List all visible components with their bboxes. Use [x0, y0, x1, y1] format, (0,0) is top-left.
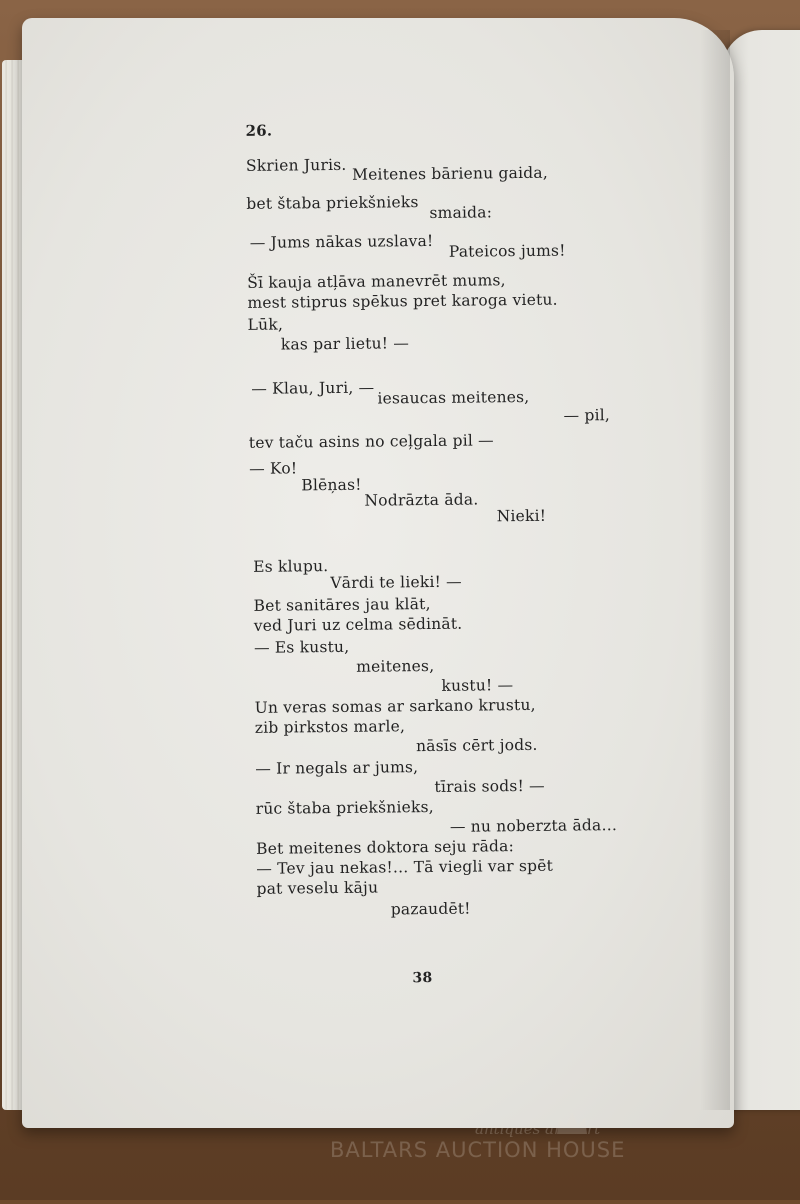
poem-line: Lūk, [247, 315, 284, 334]
poem-line: Nieki! [496, 506, 547, 526]
auction-watermark [330, 1120, 730, 1180]
poem-line: ved Juri uz celma sēdināt. [253, 614, 463, 635]
poem-line: kas par lietu! — [280, 334, 410, 354]
poem-line: Meitenes bārienu gaida, [351, 163, 549, 184]
poem-line: Bet sanitāres jau klāt, [253, 594, 431, 615]
watermark-subtitle: antiques and art [475, 1120, 601, 1138]
page-number: 38 [412, 969, 433, 987]
poem-line: kustu! — [441, 676, 514, 695]
poem-line: rūc štaba priekšnieks, [255, 797, 434, 818]
poem-line: bet štaba priekšnieks [246, 193, 419, 213]
poem-line: Skrien Juris. [245, 155, 347, 175]
poem-line: — nu noberzta āda… [449, 816, 618, 836]
poem-line: Šī kauja atļāva manevrēt mums, [247, 271, 506, 292]
poem-line: Pateicos jums! [448, 241, 566, 261]
poem-line: — pil, [563, 406, 611, 425]
poem-line: Vārdi te lieki! — [330, 572, 462, 593]
poem-line: smaida: [429, 203, 493, 222]
poem-line: — Ko! [249, 459, 298, 478]
poem-line: zib pirkstos marle, [254, 717, 406, 737]
watermark-title: BALTARS AUCTION HOUSE [330, 1138, 626, 1162]
poem-line: iesaucas meitenes, [377, 387, 530, 408]
poem-line: — Es kustu, [253, 637, 350, 657]
poem-line: nāsīs cērt jods. [415, 735, 538, 756]
poem-line: — Klau, Juri, — [251, 378, 375, 398]
poem-line: Bet meitenes doktora seju rāda: [256, 837, 515, 858]
poem-line: — Jums nākas uzslava! [249, 231, 434, 252]
poem-line: Un veras somas ar sarkano krustu, [254, 695, 536, 717]
poem-line: pazaudēt! [390, 899, 471, 919]
poem-line: — Tev jau nekas!… Tā viegli var spēt [256, 856, 554, 878]
poem-line: meitenes, [356, 656, 435, 676]
poem-line: — Ir negals ar jums, [255, 758, 419, 778]
poem-line: mest stiprus spēkus pret karoga vietu. [247, 290, 558, 312]
poem-line: Nodrāzta āda. [364, 490, 479, 510]
poem-line: Es klupu. [253, 557, 329, 576]
poem-line: tev taču asins no ceļgala pil — [248, 431, 494, 452]
poem-line: tīrais sods! — [434, 776, 545, 796]
poem-number: 26. [245, 121, 273, 140]
poem-line: pat veselu kāju [256, 878, 379, 898]
poem-line: Blēņas! [301, 475, 362, 495]
